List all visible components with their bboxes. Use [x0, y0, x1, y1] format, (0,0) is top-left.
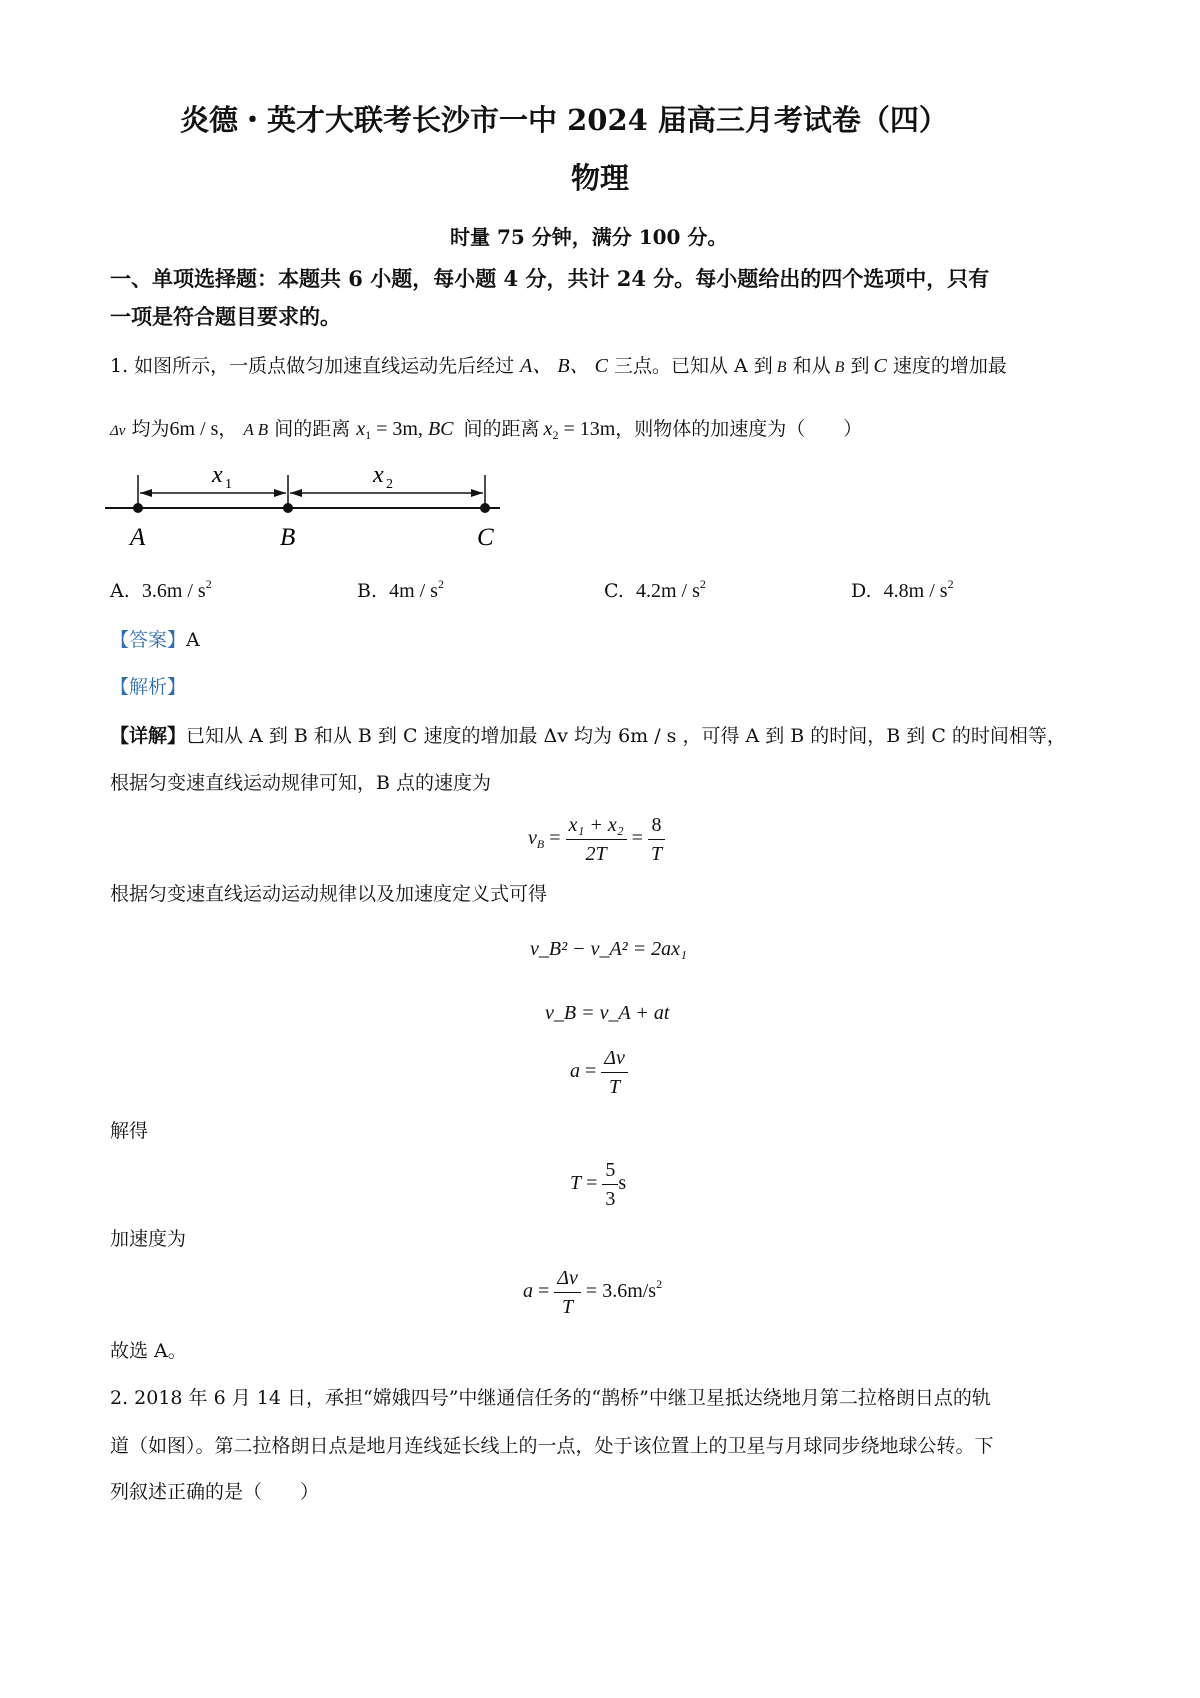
section-heading-line1: 一、单项选择题：本题共 6 小题，每小题 4 分，共计 24 分。每小题给出的四个选项中，只有 — [110, 266, 990, 291]
eq5-lhs: T — [570, 1172, 582, 1195]
q1-BC: BC — [427, 418, 454, 440]
answer-tag: 【答案】 — [110, 629, 187, 651]
figure-label-C: C — [477, 524, 494, 550]
eq-vb-num1: x₁ + x₂ — [566, 813, 627, 840]
q1-stem-B2: B — [834, 359, 845, 376]
q1-stem-C: C — [873, 355, 887, 377]
eq6-rhs: 3.6m/s — [602, 1280, 657, 1303]
q1-stem-line2 — [110, 419, 862, 441]
option-sup: 2 — [699, 577, 706, 591]
q1-x1-sub: 1 — [365, 428, 372, 442]
q1-stem2-text-d: 间的距离 — [457, 418, 540, 440]
option-sup: 2 — [205, 577, 212, 591]
q1-stem-text-b: 三点。已知从 A 到 — [607, 355, 773, 377]
eq6-equals: = — [538, 1280, 555, 1303]
analysis-tag: 【解析】 — [110, 676, 187, 698]
eq6-num: Δv — [554, 1266, 581, 1293]
option-value: 4m / s — [389, 580, 438, 602]
eq-vb-num2: 8 — [648, 813, 665, 840]
eq4-den: T — [609, 1076, 621, 1098]
figure-label-B: B — [280, 524, 296, 550]
option-value: 4.8m / s — [883, 580, 948, 602]
figure-label-A: A — [130, 524, 146, 550]
eq4-equals: = — [585, 1060, 602, 1083]
option-letter: B. — [357, 580, 378, 602]
option-sup: 2 — [437, 577, 444, 591]
q1-x2-sub: 2 — [552, 428, 559, 442]
eq6-lhs: a — [523, 1280, 533, 1303]
figure-point-B — [283, 503, 293, 513]
eq5-den: 3 — [605, 1188, 616, 1210]
detail-line1 — [110, 727, 1066, 746]
figure-x2-arrowhead-right — [471, 489, 483, 497]
eq4-frac — [601, 1046, 628, 1099]
q1-eq2: = 13m — [558, 418, 616, 440]
q2-line2: 道（如图）。第二拉格朗日点是地月连线延长线上的一点，处于该位置上的卫星与月球同步绕地球公转。下 — [110, 1435, 994, 1457]
detail-text: 已知从 A 到 B 和从 B 到 C 速度的增加最 Δv 均为 6m / s ，可得 A 到 B 的时间，B 到 C 的时间相等， — [186, 725, 1066, 747]
detail-tag: 【详解】 — [110, 725, 187, 747]
figure-x2-arrowhead-left — [290, 489, 302, 497]
q2-line3: 列叙述正确的是（ ） — [110, 1481, 320, 1503]
time-note: 时量 75 分钟，满分 100 分。 — [450, 225, 728, 249]
q1-stem-text-e: 速度的增加最 — [886, 355, 1007, 377]
eq4-num: Δv — [601, 1046, 628, 1073]
eq-vb-frac1 — [566, 813, 627, 866]
option-letter: D. — [851, 580, 872, 602]
exam-title: 炎德・英才大联考长沙市一中 2024 届高三月考试卷（四） — [180, 103, 948, 137]
figure-point-C — [480, 503, 490, 513]
eq6-sup: 2 — [656, 1277, 663, 1292]
q1-velocity: 6m / s — [169, 418, 219, 440]
q1-option-b[interactable] — [357, 578, 444, 601]
option-letter: A. — [110, 580, 130, 602]
q1-stem-points: A、 B、 C — [520, 355, 608, 377]
q1-stem2-text-b: ， — [218, 418, 238, 440]
eq-vb-frac2 — [648, 813, 665, 866]
option-letter: C. — [604, 580, 624, 602]
q1-delta-v: Δv — [110, 423, 126, 439]
q2-line1: 2. 2018 年 6 月 14 日，承担“嫦娥四号”中继通信任务的“鹊桥”中继卫星抵达绕地月第二拉格朗日点的轨 — [110, 1387, 991, 1409]
q1-stem-text-c: 和从 — [786, 355, 831, 377]
q1-stem2-text-a: 均为 — [125, 418, 170, 440]
q1-stem-line1 — [110, 356, 1007, 376]
eq4-lhs: a — [570, 1060, 580, 1083]
eq5-unit: s — [618, 1172, 627, 1195]
option-sup: 2 — [947, 577, 954, 591]
section-heading-line2: 一项是符合题目要求的。 — [110, 304, 341, 329]
q1-stem2-text-e: ，则物体的加速度为（ ） — [615, 418, 863, 440]
subject-title: 物理 — [571, 161, 630, 195]
eq5-frac — [602, 1158, 618, 1211]
eq-vb-den2: T — [650, 843, 663, 865]
figure-x1-label: x — [212, 462, 223, 488]
option-value: 3.6m / s — [141, 580, 206, 602]
q1-AB: A B — [243, 420, 269, 439]
figure-x1-arrowhead-left — [140, 489, 152, 497]
q1-option-a[interactable] — [110, 578, 212, 601]
option-value: 4.2m / s — [635, 580, 700, 602]
eq5-num: 5 — [602, 1158, 618, 1185]
equation-velocity: v_B = v_A + at — [545, 1002, 670, 1024]
eq5-equals: = — [586, 1172, 603, 1195]
equation-vb — [528, 813, 665, 866]
detail-line3: 根据匀变速直线运动运动规律以及加速度定义式可得 — [110, 883, 548, 905]
detail-choose: 故选 A。 — [110, 1340, 187, 1362]
q1-answer — [110, 631, 200, 650]
eq6-den: T — [562, 1296, 574, 1318]
q1-stem2-text-c: 间的距离 — [268, 418, 351, 440]
q1-eq1: = 3m, — [371, 418, 428, 440]
q1-option-c[interactable] — [604, 578, 706, 601]
eq-vb-lhs-sub: B — [536, 837, 545, 852]
q1-option-d[interactable] — [851, 578, 954, 601]
equation-accel-def — [570, 1046, 628, 1099]
detail-line2: 根据匀变速直线运动规律可知，B 点的速度为 — [110, 772, 492, 794]
eq-equals-2: = — [631, 827, 648, 850]
q1-x2: x — [543, 418, 553, 440]
eq-vb-den1: 2T — [585, 843, 607, 865]
figure-x2-sub: 2 — [386, 477, 393, 492]
figure-point-A — [133, 503, 143, 513]
detail-accel: 加速度为 — [110, 1228, 187, 1250]
figure-x1-arrowhead-right — [274, 489, 286, 497]
equation-kinematics: v_B² − v_A² = 2ax₁ — [530, 938, 688, 960]
q1-figure — [105, 455, 505, 550]
figure-x1-sub: 1 — [225, 477, 232, 492]
detail-solve: 解得 — [110, 1120, 149, 1142]
q1-stem-text-a: 1. 如图所示，一质点做匀加速直线运动先后经过 — [110, 355, 515, 377]
equation-result — [523, 1266, 662, 1319]
eq6-equals-2: = — [585, 1280, 603, 1303]
equation-T — [570, 1158, 626, 1211]
eq6-frac — [554, 1266, 581, 1319]
eq-equals: = — [549, 827, 566, 850]
answer-value: A — [186, 629, 200, 651]
q1-stem-B: B — [776, 359, 787, 376]
q1-x1: x — [356, 418, 366, 440]
figure-x2-label: x — [373, 462, 384, 488]
q1-stem-text-d: 到 — [844, 355, 870, 377]
eq-vb-lhs: v — [528, 827, 537, 850]
